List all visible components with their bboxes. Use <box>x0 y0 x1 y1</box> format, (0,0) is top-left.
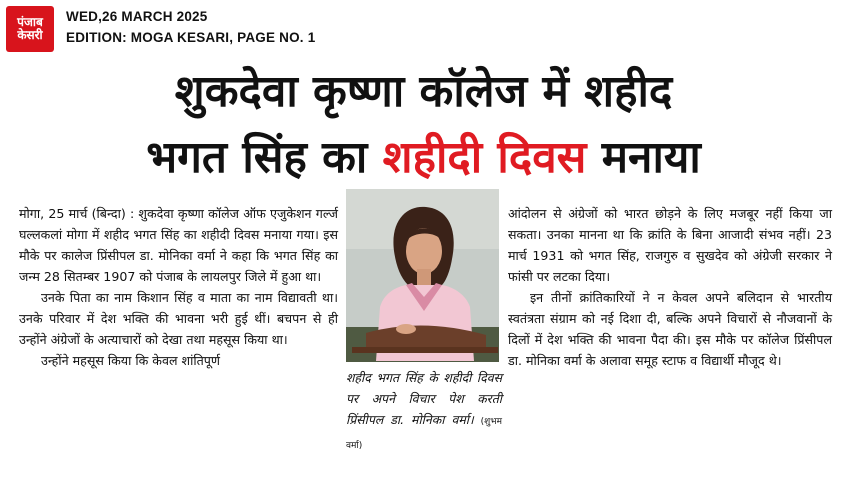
caption-text: शहीद भगत सिंह के शहीदी दिवस पर अपने विचार पेश करती प्रिंसीपल डा. मोनिका वर्मा। <box>346 370 502 427</box>
article-paragraph: उनके पिता का नाम किशान सिंह व माता का नाम विद्यावती था। उनके परिवार में देश भक्ति की भावना भरी हुई थीं। बचपन से ही उन्होंने अंग्रेजों के अत्याचारों को देखा तथा महसूस किया था। <box>19 290 338 347</box>
headline-part-end: मनाया <box>601 132 701 183</box>
principal-photo-illustration <box>346 189 499 362</box>
article-paragraph: मोगा, 25 मार्च (बिन्दा) : शुकदेवा कृष्णा कॉलेज ऑफ एजुकेशन गर्ल्ज घल्लकलां मोगा में शहीद भगत सिंह का शहीदी दिवस मनाया गया। इस मौके पर कालेज प्रिंसीपल डा. मोनिका वर्मा ने कहा कि भगत सिंह का जन्म 28 सितम्बर 1907 को पंजाब के लायलपुर जिले में हुआ था। <box>19 206 338 284</box>
article-column-1 <box>19 203 338 371</box>
issue-date: WED,26 MARCH 2025 <box>66 9 208 24</box>
headline-line2 <box>0 132 847 183</box>
punjab-kesari-logo <box>6 6 54 52</box>
headline-line1: शुकदेवा कृष्णा कॉलेज में शहीद <box>174 66 673 117</box>
headline-part-start: भगत सिंह का <box>146 132 368 183</box>
article-paragraph: आंदोलन से अंग्रेजों को भारत छोड़ने के लिए मजबूर नहीं किया जा सकता। उनका मानना था कि क्रांति के बिना आजादी संभव नहीं। 23 मार्च 1931 को भगत सिंह, राजगुरु व सुखदेव को अंग्रेजी सरकार ने फांसी पर लटका दिया। <box>508 206 832 284</box>
headline-highlight: शहीदी दिवस <box>382 132 587 183</box>
photo-caption <box>346 367 502 457</box>
edition-info: EDITION: MOGA KESARI, PAGE NO. 1 <box>66 30 316 45</box>
logo-line1: पंजाब <box>17 15 43 30</box>
article-column-3 <box>508 203 832 371</box>
article-paragraph: इन तीनों क्रांतिकारियों ने न केवल अपने बलिदान से भारतीय स्वतंत्रता संग्राम को नई दिशा दी, बल्कि अपने विचारों से नौजवानों के दिलों में देश भक्ति की भावना पैदा की। इस मौके पर कॉलेज प्रिंसीपल डा. मोनिका वर्मा के अलावा समूह स्टाफ व विद्यार्थी मौजूद थे। <box>508 290 832 368</box>
logo-line2: केसरी <box>17 28 43 42</box>
photo-credit: (शुभम वर्मा) <box>346 417 502 451</box>
article-paragraph: उन्होंने महसूस किया कि केवल शांतिपूर्ण <box>41 353 221 368</box>
article-photo <box>346 189 499 362</box>
